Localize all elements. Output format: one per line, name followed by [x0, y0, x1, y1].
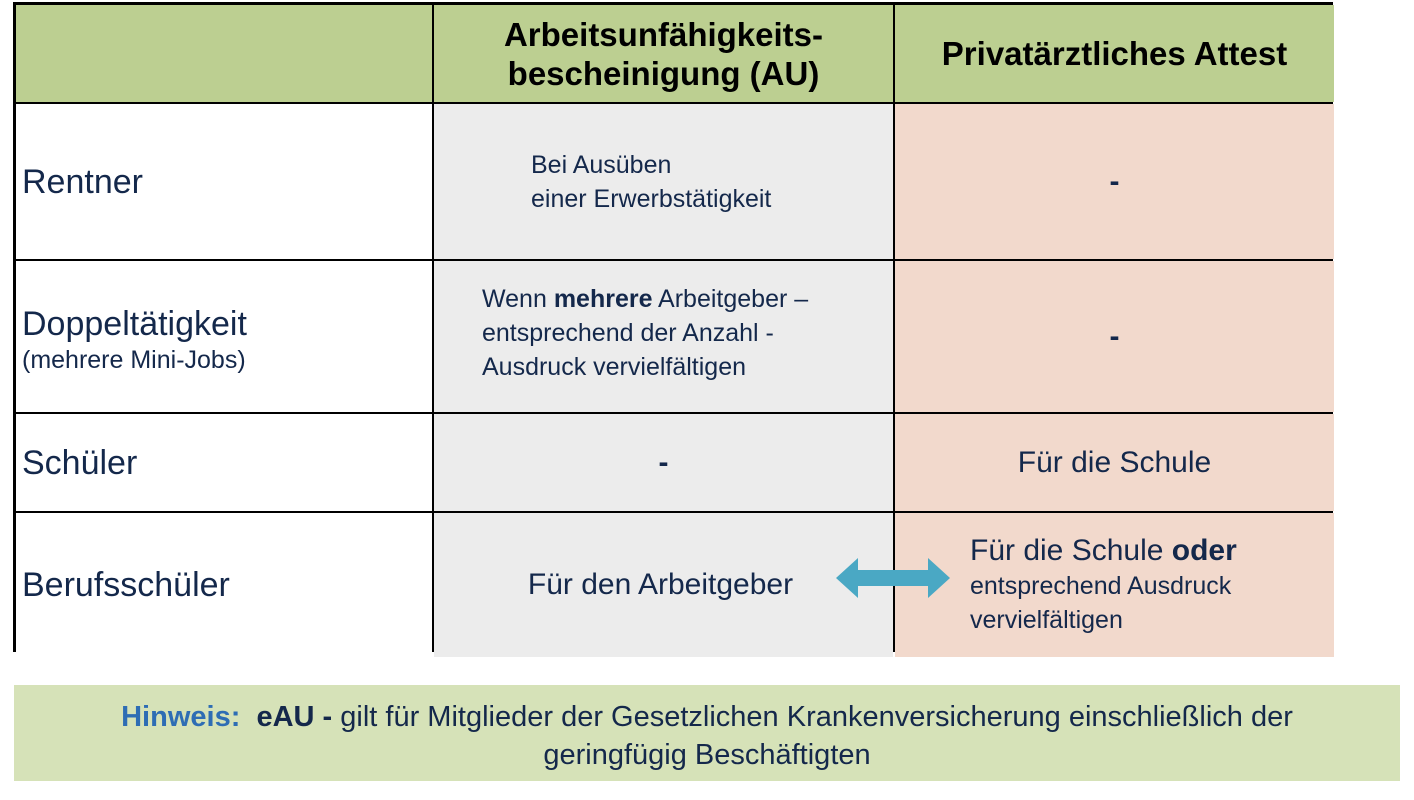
attest-text: -: [1109, 319, 1120, 353]
row-label-cell: [16, 261, 432, 412]
attest-text-bold: oder: [1171, 534, 1237, 567]
au-text-bold: mehrere: [553, 284, 653, 313]
header-attest-cell: [895, 5, 1334, 102]
header-au-line2: bescheinigung (AU): [507, 54, 820, 92]
hint-label: Hinweis:: [121, 701, 241, 733]
row-sublabel: (mehrere Mini-Jobs): [22, 345, 246, 374]
attest-text-pre: Für die Schule: [970, 534, 1172, 567]
header-au-line1: Arbeitsunfähigkeits-: [503, 15, 824, 53]
hint-text: gilt für Mitglieder der Gesetzlichen Krankenversicherung einschließlich der: [332, 701, 1293, 733]
au-line: entsprechend der Anzahl -: [482, 318, 774, 347]
double-arrow-icon: [836, 558, 950, 598]
au-line: einer Erwerbstätigkeit: [531, 184, 772, 213]
au-text: [434, 282, 808, 392]
au-line: Ausdruck vervielfältigen: [482, 352, 747, 381]
header-attest: Privatärztliches Attest: [941, 35, 1288, 72]
hint-bold: eAU -: [256, 701, 333, 733]
au-cell: [434, 513, 893, 657]
au-cell: [434, 261, 893, 412]
attest-cell: [895, 261, 1334, 412]
row-label: Schüler: [22, 443, 138, 482]
au-cell: [434, 104, 893, 259]
row-label-cell: [16, 104, 432, 259]
au-text-post: Arbeitgeber –: [652, 284, 809, 313]
attest-cell: [895, 513, 1334, 657]
comparison-table: [13, 2, 1333, 652]
header-empty-cell: [16, 5, 432, 102]
attest-text: Für die Schule: [1017, 445, 1212, 479]
attest-cell: [895, 414, 1334, 511]
attest-line: entsprechend Ausdruck: [970, 572, 1232, 600]
hint-line2: geringfügig Beschäftigten: [543, 739, 871, 771]
attest-text: -: [1109, 164, 1120, 198]
au-text: [434, 148, 771, 216]
row-label: Berufsschüler: [22, 566, 230, 604]
au-text-pre: Wenn: [482, 284, 554, 313]
attest-line: vervielfältigen: [970, 606, 1123, 634]
row-label: Doppeltätigkeit: [22, 304, 247, 343]
row-label-cell: [16, 414, 432, 511]
row-label-cell: [16, 513, 432, 657]
hint-box: [14, 685, 1400, 781]
au-line: Bei Ausüben: [531, 150, 672, 179]
header-au: [434, 15, 893, 93]
au-cell: [434, 414, 893, 511]
au-text: -: [658, 445, 669, 479]
attest-cell: [895, 104, 1334, 259]
row-label: Rentner: [22, 162, 143, 201]
au-text: Für den Arbeitgeber: [527, 568, 794, 601]
header-au-cell: [434, 5, 893, 102]
